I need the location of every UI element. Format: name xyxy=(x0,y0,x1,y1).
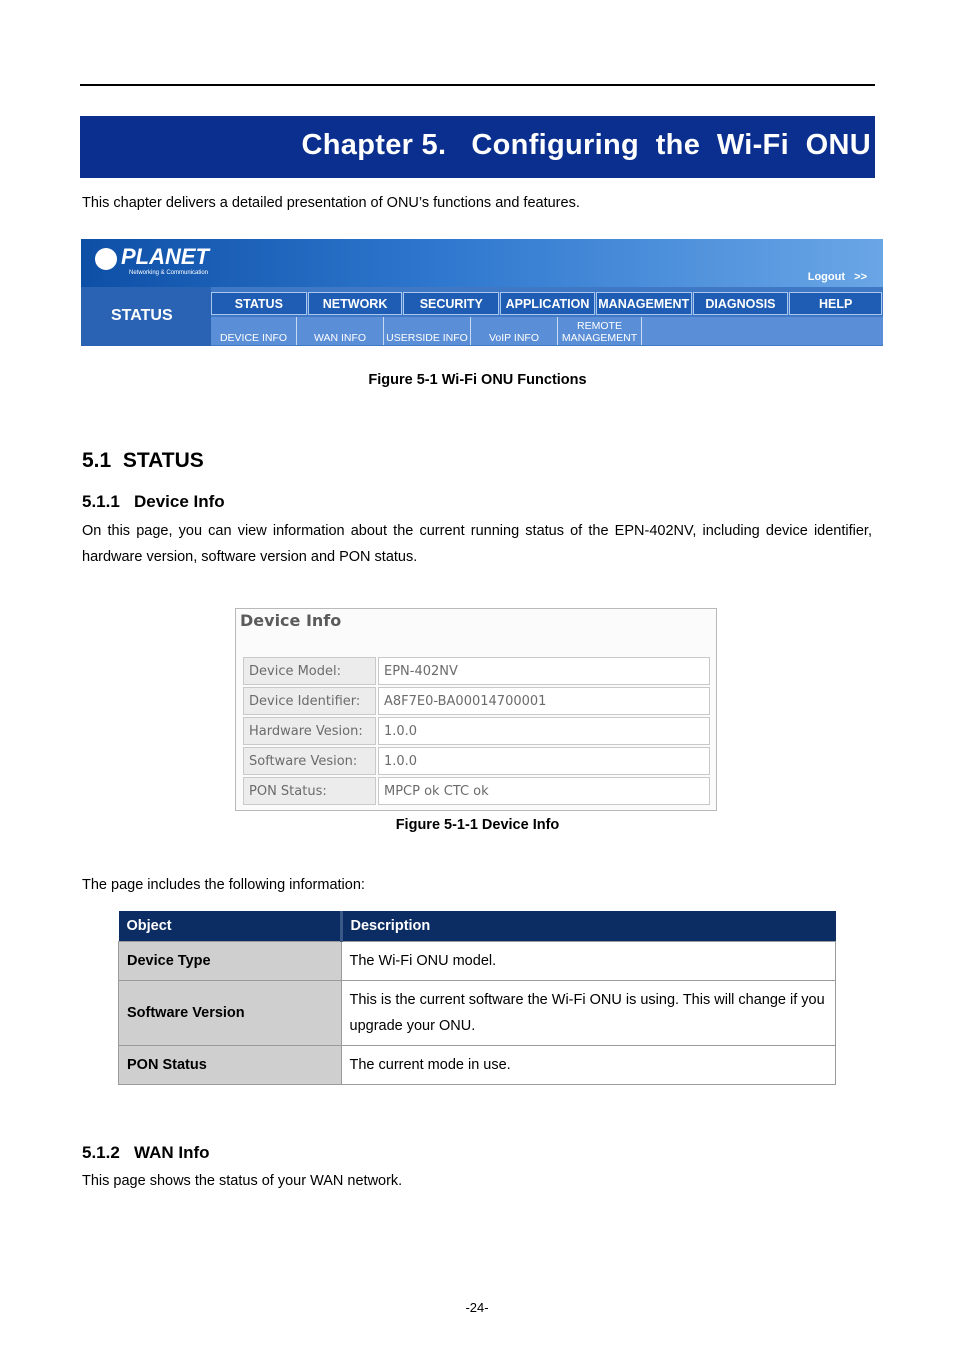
device-info-title: Device Info xyxy=(240,611,342,630)
table-row xyxy=(119,981,836,1046)
top-rule xyxy=(80,84,875,86)
figure-1-caption: Figure 5-1 Wi-Fi ONU Functions xyxy=(368,372,587,388)
row-value: EPN-402NV xyxy=(378,657,710,685)
tab-status[interactable]: STATUS xyxy=(211,292,307,315)
ui-section-label: STATUS xyxy=(111,307,173,324)
header-object: Object xyxy=(119,911,342,942)
device-info-table xyxy=(241,655,712,807)
device-info-panel xyxy=(235,608,717,811)
row-value: 1.0.0 xyxy=(378,717,710,745)
chapter-banner xyxy=(80,116,875,178)
section-heading: 5.1 STATUS xyxy=(82,449,204,472)
ui-main-tabs xyxy=(211,292,883,317)
wan-info-description: This page shows the status of your WAN network. xyxy=(82,1173,403,1189)
subtab-userside-info[interactable]: USERSIDE INFO xyxy=(384,317,471,345)
table-row xyxy=(243,657,710,685)
row-label: Software Vesion: xyxy=(243,747,376,775)
row-label: PON Status: xyxy=(243,777,376,805)
router-ui-banner xyxy=(81,239,883,346)
row-value: MPCP ok CTC ok xyxy=(378,777,710,805)
object-cell: Device Type xyxy=(119,942,342,981)
tab-management[interactable]: MANAGEMENT xyxy=(596,292,692,315)
tab-network[interactable]: NETWORK xyxy=(308,292,403,315)
ui-logo-sub: Networking & Communication xyxy=(129,270,209,276)
description-cell: The Wi-Fi ONU model. xyxy=(341,942,836,981)
tab-help[interactable]: HELP xyxy=(789,292,882,315)
table-row xyxy=(119,942,836,981)
tab-diagnosis[interactable]: DIAGNOSIS xyxy=(693,292,789,315)
row-label: Device Identifier: xyxy=(243,687,376,715)
table-header-row xyxy=(119,911,836,942)
row-label: Device Model: xyxy=(243,657,376,685)
row-label: Hardware Vesion: xyxy=(243,717,376,745)
table-row xyxy=(243,687,710,715)
row-value: 1.0.0 xyxy=(378,747,710,775)
subsection-heading-wan-info: 5.1.2 WAN Info xyxy=(82,1143,210,1162)
ui-logo: PLANET xyxy=(121,244,209,269)
subtab-remote-management[interactable]: REMOTE MANAGEMENT xyxy=(558,317,642,345)
table-row xyxy=(243,717,710,745)
object-cell: Software Version xyxy=(119,981,342,1046)
info-table xyxy=(118,911,836,1085)
figure-2-caption: Figure 5-1-1 Device Info xyxy=(395,817,560,833)
subtab-device-info[interactable]: DEVICE INFO xyxy=(211,317,297,345)
ui-sub-tabs xyxy=(211,317,883,345)
chapter-title: Chapter 5. Configuring the Wi-Fi ONU xyxy=(301,129,871,161)
subsection-heading-device-info: 5.1.1 Device Info xyxy=(82,492,225,511)
subtab-voip-info[interactable]: VoIP INFO xyxy=(471,317,558,345)
header-description: Description xyxy=(341,911,836,942)
description-cell: The current mode in use. xyxy=(341,1046,836,1085)
table-row xyxy=(243,777,710,805)
table-intro: The page includes the following information: xyxy=(82,877,365,893)
logout-link[interactable]: Logout >> xyxy=(807,271,867,283)
subtab-wan-info[interactable]: WAN INFO xyxy=(297,317,384,345)
tab-security[interactable]: SECURITY xyxy=(403,292,499,315)
planet-logo-icon xyxy=(95,248,117,270)
row-value: A8F7E0-BA00014700001 xyxy=(378,687,710,715)
device-info-description: On this page, you can view information about the current running status of the EPN-402NV, including device identifier, hardware version, software version and PON status. xyxy=(82,523,872,565)
description-cell: This is the current software the Wi-Fi ONU is using. This will change if you upgrade your ONU. xyxy=(341,981,836,1046)
tab-application[interactable]: APPLICATION xyxy=(500,292,595,315)
intro-text: This chapter delivers a detailed presentation of ONU’s functions and features. xyxy=(82,195,580,211)
object-cell: PON Status xyxy=(119,1046,342,1085)
page-number: -24- xyxy=(465,1300,489,1315)
table-row xyxy=(243,747,710,775)
table-row xyxy=(119,1046,836,1085)
